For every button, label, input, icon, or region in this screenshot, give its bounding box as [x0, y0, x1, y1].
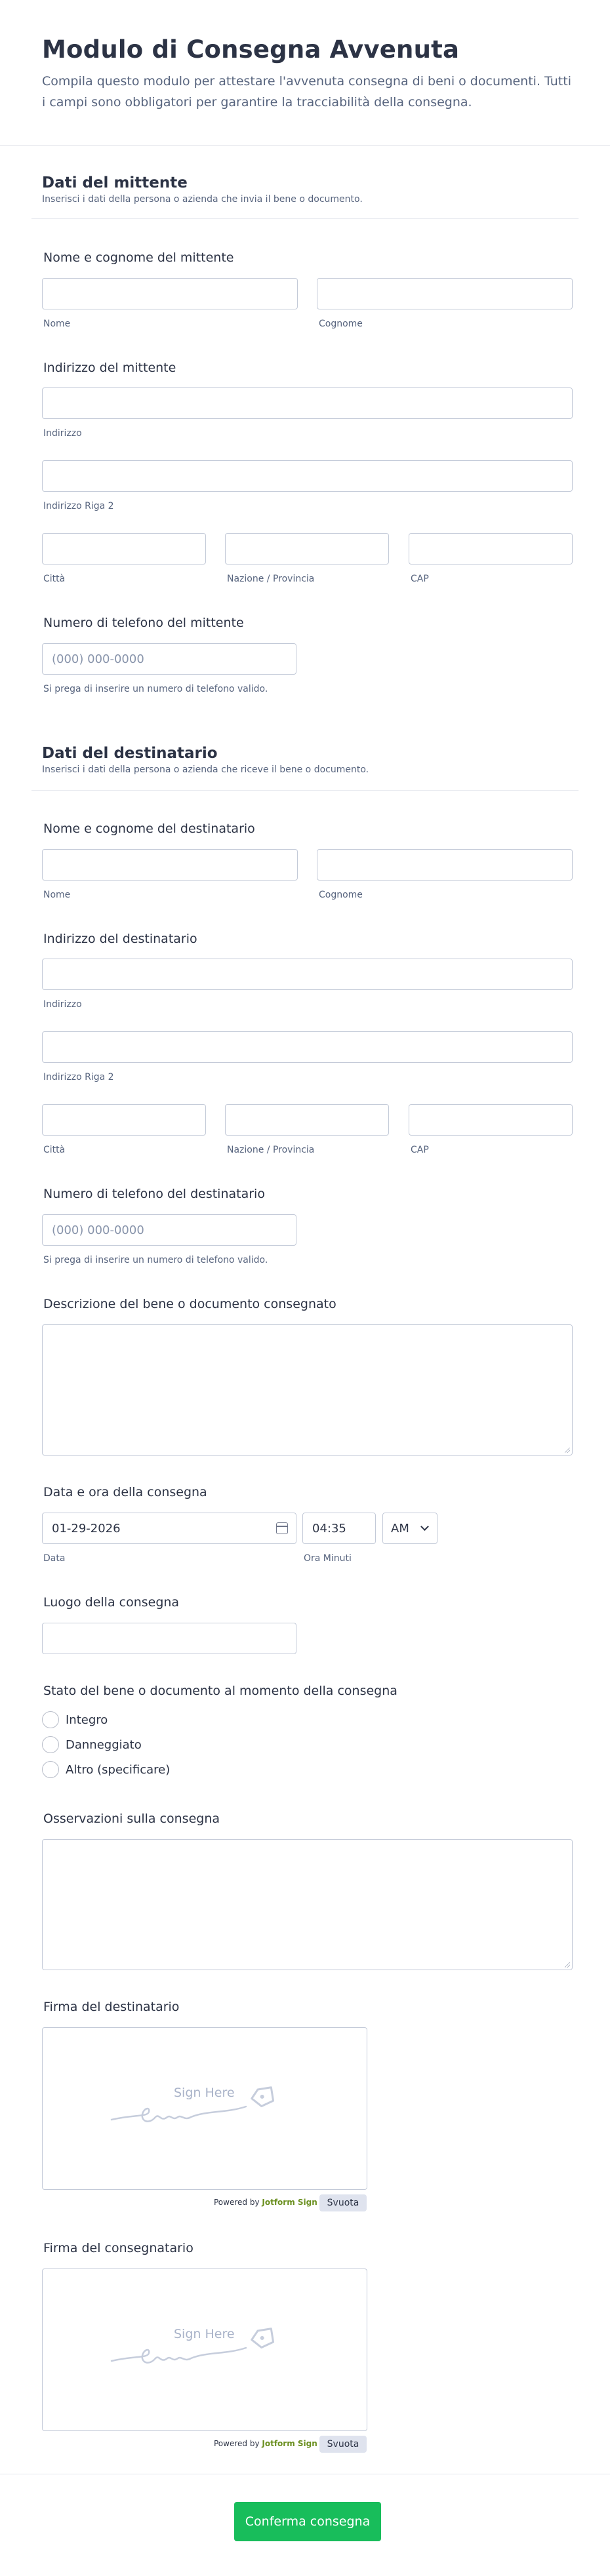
- time-value: 04:35: [312, 1522, 346, 1536]
- sig-courier-label: Firma del consegnatario: [43, 2241, 193, 2255]
- radio-label: Danneggiato: [66, 1737, 142, 1752]
- section-title: Dati del mittente: [42, 174, 188, 191]
- recipient-state-input[interactable]: [225, 1104, 389, 1136]
- date-input[interactable]: [42, 1513, 296, 1544]
- chevron-down-icon: [420, 1522, 429, 1531]
- sender-first-name-input[interactable]: [42, 278, 298, 309]
- place-input[interactable]: [42, 1623, 296, 1654]
- sender-phone-label: Numero di telefono del mittente: [43, 616, 244, 630]
- field-sublabel: Città: [43, 1145, 66, 1155]
- field-sublabel: Ora Minuti: [304, 1553, 352, 1564]
- description-label: Descrizione del bene o documento consegnato: [43, 1297, 336, 1311]
- field-sublabel: Nome: [43, 319, 71, 329]
- recipient-first-name-input[interactable]: [42, 849, 298, 881]
- section-divider: [31, 790, 579, 791]
- recipient-zip-input[interactable]: [409, 1104, 573, 1136]
- radio-label: Integro: [66, 1713, 108, 1727]
- notes-textarea[interactable]: [42, 1839, 573, 1970]
- notes-label: Osservazioni sulla consegna: [43, 1812, 220, 1826]
- sender-phone-input[interactable]: [42, 643, 296, 675]
- datetime-label: Data e ora della consegna: [43, 1485, 207, 1499]
- date-value: 01-29-2026: [52, 1522, 121, 1536]
- signature-pen-icon: [108, 2074, 305, 2133]
- radio-button[interactable]: [42, 1736, 59, 1753]
- time-input[interactable]: [302, 1513, 376, 1544]
- sender-zip-input[interactable]: [409, 533, 573, 565]
- place-label: Luogo della consegna: [43, 1595, 180, 1610]
- recipient-phone-label: Numero di telefono del destinatario: [43, 1187, 265, 1201]
- signature-pen-icon: [108, 2315, 305, 2374]
- sender-address-label: Indirizzo del mittente: [43, 361, 176, 375]
- status-option[interactable]: [42, 1711, 108, 1728]
- phone-placeholder: (000) 000-0000: [52, 1223, 144, 1237]
- sender-city-input[interactable]: [42, 533, 206, 565]
- signature-pad-recipient[interactable]: [42, 2027, 367, 2190]
- field-sublabel: Cognome: [319, 890, 363, 900]
- radio-label: Altro (specificare): [66, 1762, 171, 1777]
- form-description: Compila questo modulo per attestare l'avvenuta consegna di beni o documenti. Tutti i campi sono obbligatori per garantire la tracciabilità della consegna.: [42, 74, 571, 109]
- status-label: Stato del bene o documento al momento della consegna: [43, 1684, 397, 1698]
- recipient-last-name-input[interactable]: [317, 849, 573, 881]
- section-divider: [31, 218, 579, 219]
- sig-recipient-label: Firma del destinatario: [43, 2000, 180, 2014]
- field-sublabel: Nazione / Provincia: [227, 574, 315, 584]
- sender-last-name-input[interactable]: [317, 278, 573, 309]
- field-sublabel: Si prega di inserire un numero di telefono valido.: [43, 1255, 268, 1265]
- clear-signature-button[interactable]: Svuota: [319, 2194, 367, 2211]
- section-subtitle: Inserisci i dati della persona o azienda che riceve il bene o documento.: [42, 764, 369, 775]
- form-header: [0, 0, 610, 146]
- sender-state-input[interactable]: [225, 533, 389, 565]
- recipient-address-label: Indirizzo del destinatario: [43, 932, 197, 946]
- status-option[interactable]: [42, 1736, 142, 1753]
- sender-address-input[interactable]: [42, 387, 573, 419]
- recipient-address2-input[interactable]: [42, 1031, 573, 1063]
- recipient-name-label: Nome e cognome del destinatario: [43, 822, 255, 836]
- clear-signature-button[interactable]: Svuota: [319, 2436, 367, 2453]
- field-sublabel: Città: [43, 574, 66, 584]
- submit-button[interactable]: Conferma consegna: [234, 2502, 381, 2541]
- ampm-select[interactable]: [382, 1513, 437, 1544]
- powered-by: [214, 2198, 317, 2207]
- recipient-phone-input[interactable]: [42, 1214, 296, 1246]
- signature-pad-courier[interactable]: [42, 2269, 367, 2431]
- powered-brand: Jotform Sign: [262, 2439, 317, 2448]
- field-sublabel: Cognome: [319, 319, 363, 329]
- recipient-section-head: [42, 745, 369, 775]
- section-title: Dati del destinatario: [42, 745, 218, 762]
- field-sublabel: Indirizzo: [43, 428, 82, 439]
- powered-prefix: Powered by: [214, 2439, 260, 2448]
- powered-brand: Jotform Sign: [262, 2198, 317, 2207]
- form-title: Modulo di Consegna Avvenuta: [42, 35, 460, 64]
- sender-name-label: Nome e cognome del mittente: [43, 250, 234, 265]
- section-subtitle: Inserisci i dati della persona o azienda che invia il bene o documento.: [42, 194, 363, 205]
- field-sublabel: Nome: [43, 890, 71, 900]
- ampm-value: AM: [391, 1522, 409, 1536]
- status-option[interactable]: [42, 1761, 170, 1778]
- field-sublabel: Nazione / Provincia: [227, 1145, 315, 1155]
- description-textarea[interactable]: [42, 1324, 573, 1456]
- recipient-city-input[interactable]: [42, 1104, 206, 1136]
- field-sublabel: Data: [43, 1553, 66, 1564]
- field-sublabel: Indirizzo Riga 2: [43, 501, 114, 511]
- phone-placeholder: (000) 000-0000: [52, 652, 144, 666]
- field-sublabel: Indirizzo Riga 2: [43, 1072, 114, 1082]
- sender-address2-input[interactable]: [42, 460, 573, 492]
- powered-prefix: Powered by: [214, 2198, 260, 2207]
- field-sublabel: CAP: [411, 1145, 429, 1155]
- recipient-address-input[interactable]: [42, 959, 573, 990]
- radio-button[interactable]: [42, 1761, 59, 1778]
- field-sublabel: Si prega di inserire un numero di telefono valido.: [43, 684, 268, 694]
- form-footer: [0, 2474, 610, 2576]
- sign-here-placeholder: Sign Here: [174, 2086, 235, 2100]
- powered-by: [214, 2439, 317, 2448]
- sender-section-head: [42, 174, 363, 205]
- field-sublabel: CAP: [411, 574, 429, 584]
- calendar-icon[interactable]: [276, 1522, 288, 1534]
- sign-here-placeholder: Sign Here: [174, 2327, 235, 2341]
- radio-button[interactable]: [42, 1711, 59, 1728]
- field-sublabel: Indirizzo: [43, 999, 82, 1010]
